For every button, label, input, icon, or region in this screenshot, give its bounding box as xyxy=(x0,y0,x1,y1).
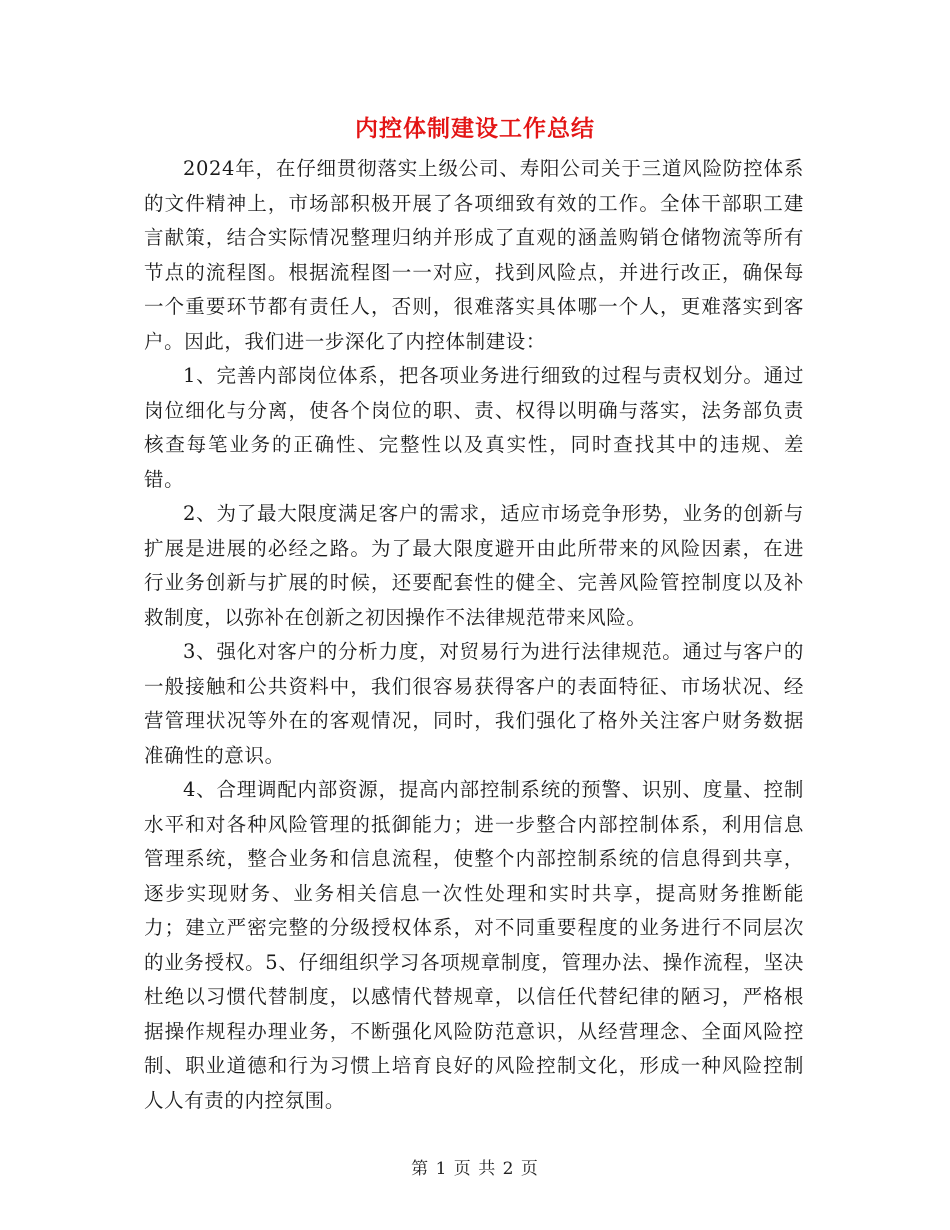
page-number-footer: 第 1 页 共 2 页 xyxy=(411,1159,539,1179)
paragraph-item-4-5: 4、合理调配内部资源，提高内部控制系统的预警、识别、度量、控制水平和对各种风险管理的抵御能力；进一步整合内部控制体系，利用信息管理系统，整合业务和信息流程，使整个内部控制系统的信息得到共享，逐步实现财务、业务相关信息一次性处理和实时共享，提高财务推断能力；建立严密完整的分级授权体系，对不同重要程度的业务进行不同层次的业务授权。5、仔细组织学习各项规章制度，管理办法、操作流程，坚决杜绝以习惯代替制度，以感情代替规章，以信任代替纪律的陋习，严格根据操作规程办理业务，不断强化风险防范意识，从经营理念、全面风险控制、职业道德和行为习惯上培育良好的风险控制文化，形成一种风险控制人人有责的内控氛围。 xyxy=(144,778,804,1112)
paragraph-item-3: 3、强化对客户的分析力度，对贸易行为进行法律规范。通过与客户的一般接触和公共资料中，我们很容易获得客户的表面特征、市场状况、经营管理状况等外在的客观情况，同时，我们强化了格外关注客户财务数据准确性的意识。 xyxy=(144,640,804,767)
document-title: 内控体制建设工作总结 xyxy=(355,115,595,142)
paragraph-intro: 2024年，在仔细贯彻落实上级公司、寿阳公司关于三道风险防控体系的文件精神上，市场部积极开展了各项细致有效的工作。全体干部职工建言献策，结合实际情况整理归纳并形成了直观的涵盖购销仓储物流等所有节点的流程图。根据流程图一一对应，找到风险点，并进行改正，确保每一个重要环节都有责任人，否则，很难落实具体哪一个人，更难落实到客户。因此，我们进一步深化了内控体制建设： xyxy=(144,157,804,353)
paragraph-item-1: 1、完善内部岗位体系，把各项业务进行细致的过程与责权划分。通过岗位细化与分离，使各个岗位的职、责、权得以明确与落实，法务部负责核查每笔业务的正确性、完整性以及真实性，同时查找其中的违规、差错。 xyxy=(144,364,804,491)
paragraph-item-2: 2、为了最大限度满足客户的需求，适应市场竞争形势，业务的创新与扩展是进展的必经之路。为了最大限度避开由此所带来的风险因素，在进行业务创新与扩展的时候，还要配套性的健全、完善风险管控制度以及补救制度，以弥补在创新之初因操作不法律规范带来风险。 xyxy=(144,502,804,629)
document-body xyxy=(144,152,804,1118)
